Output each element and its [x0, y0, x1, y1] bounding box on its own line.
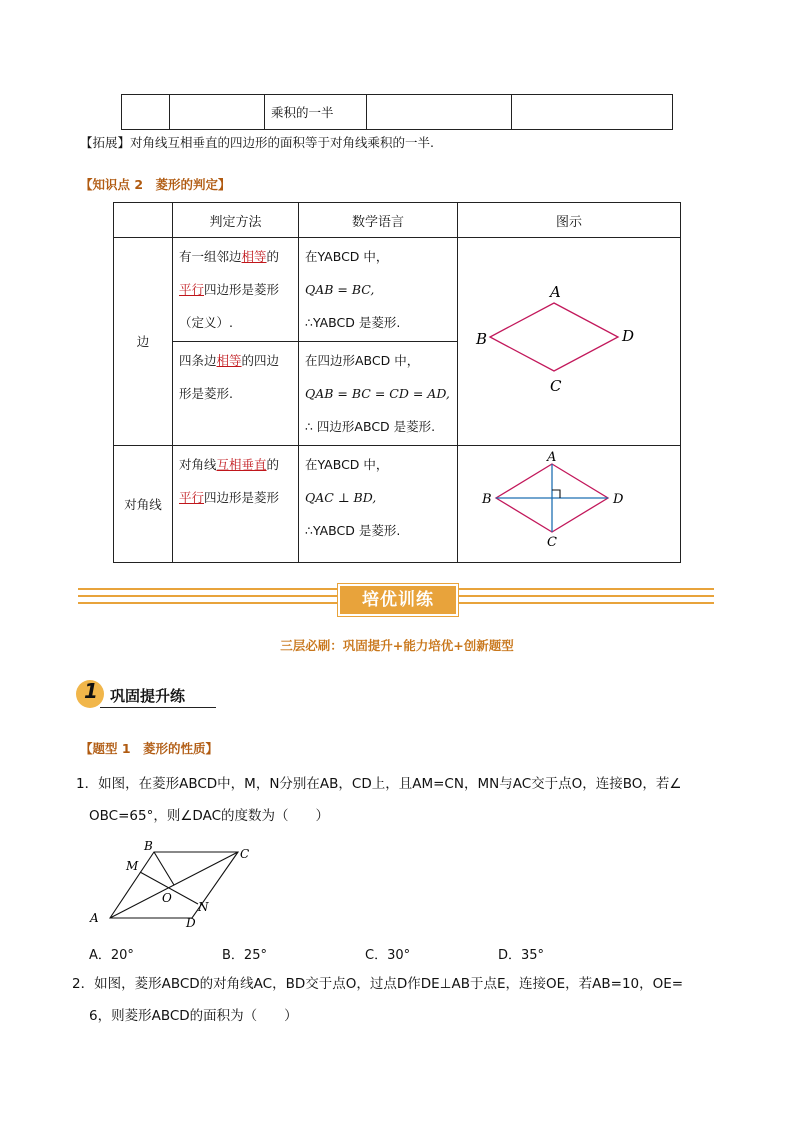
- rhombus-shape: [490, 303, 618, 371]
- top-table-cell: [170, 95, 265, 130]
- extension-tag: 【拓展】: [80, 135, 131, 150]
- header-figure: 图示: [458, 203, 681, 238]
- label-d: D: [186, 916, 196, 930]
- diagonal-label: 对角线: [114, 446, 173, 563]
- top-table: [121, 94, 673, 130]
- label-d: D: [613, 492, 624, 507]
- figure-cell-diagonals: [458, 446, 681, 563]
- header-language: 数学语言: [299, 203, 458, 238]
- label-b: B: [482, 492, 492, 507]
- label-b: B: [144, 839, 153, 853]
- q1-figure: [86, 838, 256, 930]
- label-a: A: [550, 282, 561, 301]
- label-a: A: [547, 450, 557, 465]
- q1-line2: OBC=65°，则∠DAC的度数为（ ）: [89, 808, 330, 824]
- top-table-cell: [122, 95, 170, 130]
- label-c: C: [240, 847, 250, 861]
- q1-option-d[interactable]: D．35°: [498, 948, 545, 963]
- header-blank: [114, 203, 173, 238]
- language-cell-2: 在四边形ABCD 中， QAB = BC = CD = AD, ∴ 四边形ABCD 是菱形.: [299, 342, 458, 446]
- top-table-cell: 乘积的一半: [265, 95, 367, 130]
- extension-note: [80, 133, 434, 151]
- method-cell-1: 有一组邻边相等的 平行四边形是菱形 （定义）.: [173, 238, 299, 342]
- label-o: O: [162, 891, 172, 905]
- extension-text: 对角线互相垂直的四边形的面积等于对角线乘积的一半.: [130, 135, 434, 150]
- label-a: A: [90, 911, 99, 925]
- method-cell-2: 四条边相等的四边 形是菱形.: [173, 342, 299, 446]
- header-method: 判定方法: [173, 203, 299, 238]
- top-table-cell: [367, 95, 512, 130]
- figure-cell-rhombus: [458, 238, 681, 446]
- label-m: M: [126, 859, 139, 873]
- method-cell-3: 对角线互相垂直的 平行四边形是菱形: [173, 446, 299, 563]
- section-underline: [100, 707, 216, 708]
- q1-option-b[interactable]: B．25°: [222, 948, 267, 963]
- section-number: 1: [84, 679, 98, 703]
- topic-heading: 【题型 1 菱形的性质】: [80, 741, 219, 756]
- label-n: N: [198, 900, 209, 914]
- label-b: B: [476, 329, 488, 348]
- rhombus-diagonals-figure: [458, 446, 651, 550]
- knowledge-point-heading: 【知识点 2 菱形的判定】: [80, 177, 231, 192]
- label-c: C: [550, 376, 562, 395]
- label-c: C: [547, 535, 557, 550]
- section-title: 巩固提升练: [110, 687, 186, 705]
- right-angle-mark: [552, 490, 560, 498]
- q1-line1: 1．如图，在菱形ABCD中，M，N分别在AB，CD上，且AM=CN，MN与AC交于点O，连接BO，若∠: [76, 776, 682, 792]
- q1-option-c[interactable]: C．30°: [365, 948, 411, 963]
- top-table-cell: [512, 95, 673, 130]
- q2-line2: 6，则菱形ABCD的面积为（ ）: [89, 1008, 298, 1024]
- criteria-table: [113, 202, 681, 563]
- banner-subtitle: 三层必刷：巩固提升+能力培优+创新题型: [280, 638, 514, 653]
- language-cell-1: 在YABCD 中， QAB = BC, ∴YABCD 是菱形.: [299, 238, 458, 342]
- label-d: D: [622, 326, 635, 345]
- q1-option-a[interactable]: A．20°: [89, 948, 134, 963]
- banner-title: 培优训练: [338, 584, 458, 616]
- rhombus-figure: [458, 241, 651, 431]
- q2-line1: 2．如图，菱形ABCD的对角线AC，BD交于点O，过点D作DE⊥AB于点E，连接OE，若AB=10，OE=: [72, 976, 684, 992]
- side-label: 边: [114, 238, 173, 446]
- language-cell-3: 在YABCD 中， QAC ⊥ BD, ∴YABCD 是菱形.: [299, 446, 458, 563]
